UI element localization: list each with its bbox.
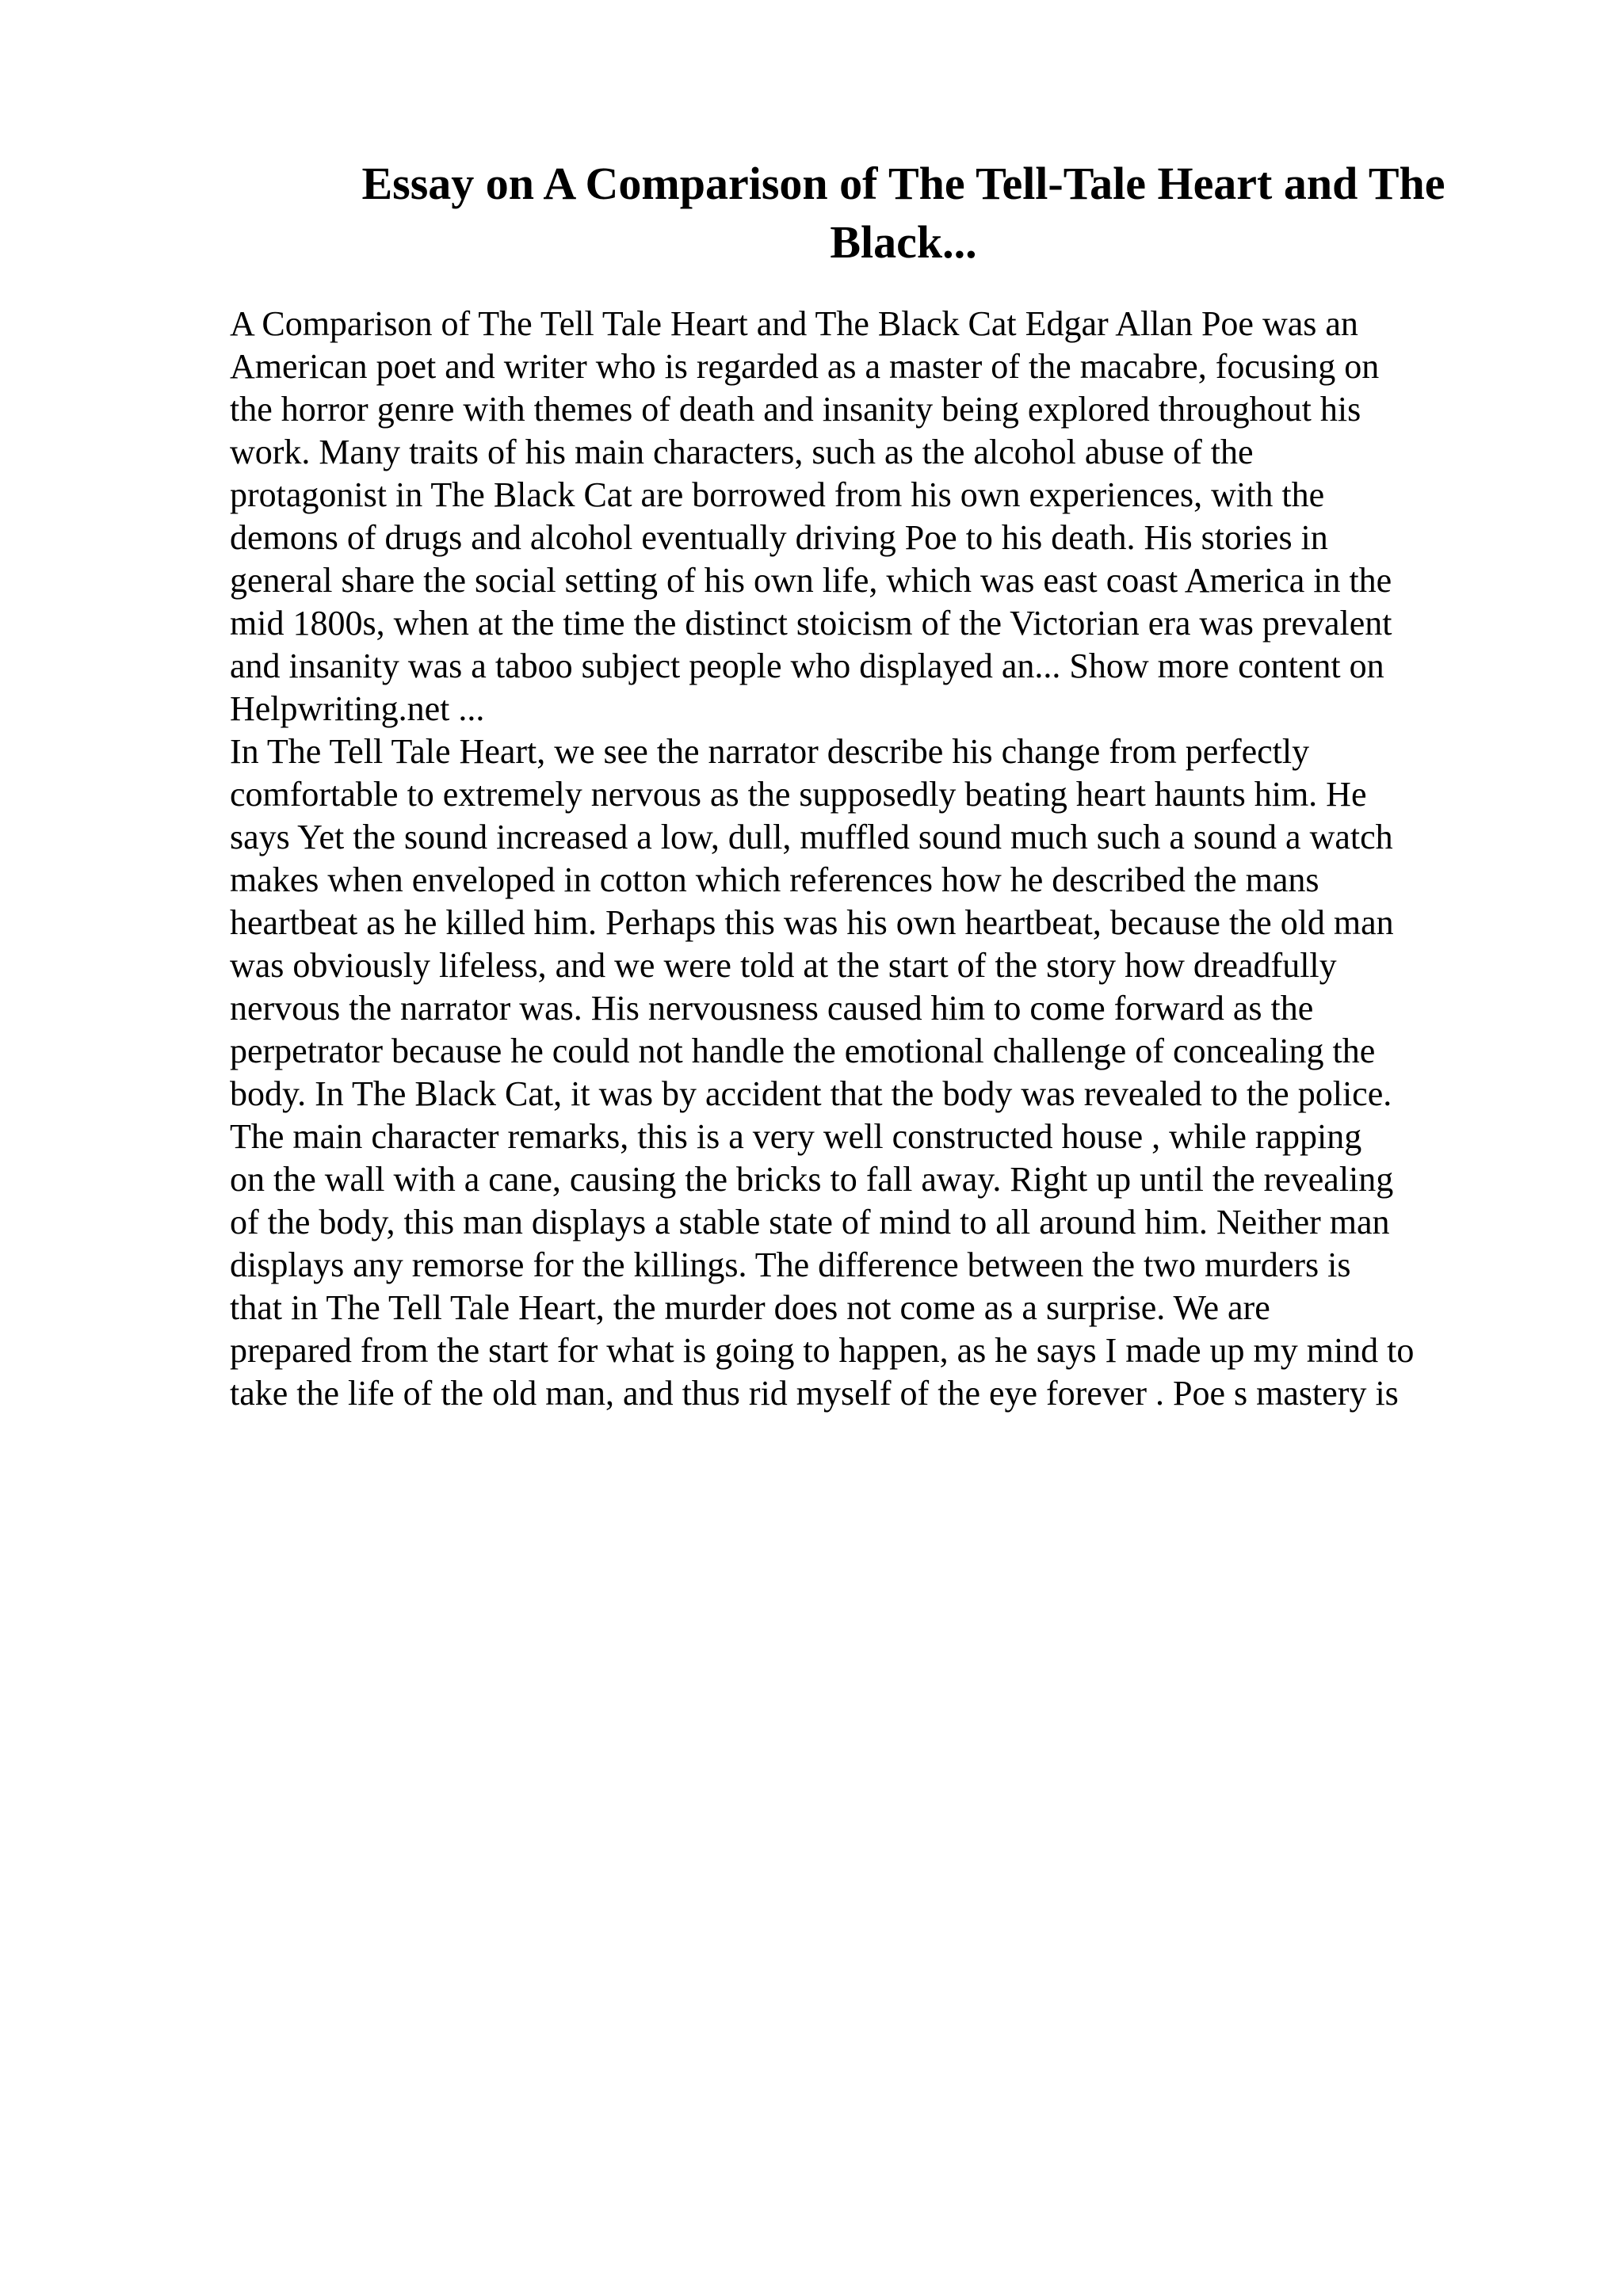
body-line: displays any remorse for the killings. The difference between the two murders is [230,1245,1351,1284]
body-line: In The Tell Tale Heart, we see the narrator describe his change from perfectly [230,732,1310,771]
body-line: Helpwriting.net ... [230,689,485,728]
body-line: that in The Tell Tale Heart, the murder does not come as a surprise. We are [230,1288,1270,1327]
title-block [230,154,1577,272]
body-line: mid 1800s, when at the time the distinct stoicism of the Victorian era was prevalent [230,604,1392,643]
body-line: general share the social setting of his own life, which was east coast America in the [230,561,1392,600]
body-line: says Yet the sound increased a low, dull, muffled sound much such a sound a watch [230,818,1393,856]
body-line: the horror genre with themes of death and insanity being explored throughout his [230,390,1361,429]
body-line: and insanity was a taboo subject people who displayed an... Show more content on [230,646,1384,685]
body-line: prepared from the start for what is going to happen, as he says I made up my mind to [230,1331,1415,1370]
title-line: Essay on A Comparison of The Tell-Tale Heart and The [361,158,1445,209]
body-line: work. Many traits of his main characters, such as the alcohol abuse of the [230,433,1254,471]
title-line: Black... [830,216,977,268]
body-line: protagonist in The Black Cat are borrowed from his own experiences, with the [230,475,1325,514]
body-line: body. In The Black Cat, it was by accident that the body was revealed to the police. [230,1074,1392,1113]
body-line: of the body, this man displays a stable state of mind to all around him. Neither man [230,1203,1390,1241]
body-line: makes when enveloped in cotton which references how he described the mans [230,860,1319,899]
body-line: was obviously lifeless, and we were told at the start of the story how dreadfully [230,946,1337,985]
body-line: demons of drugs and alcohol eventually driving Poe to his death. His stories in [230,518,1328,557]
body-line: heartbeat as he killed him. Perhaps this was his own heartbeat, because the old man [230,903,1394,942]
body-line: American poet and writer who is regarded as a master of the macabre, focusing on [230,347,1380,386]
body-line: nervous the narrator was. His nervousness caused him to come forward as the [230,989,1314,1028]
body-line: A Comparison of The Tell Tale Heart and The Black Cat Edgar Allan Poe was an [230,304,1358,343]
page-title [230,154,1577,272]
body-line: The main character remarks, this is a very well constructed house , while rapping [230,1117,1362,1156]
body-line: take the life of the old man, and thus rid myself of the eye forever . Poe s mastery is [230,1374,1399,1413]
body-line: on the wall with a cane, causing the bricks to fall away. Right up until the revealing [230,1160,1394,1199]
body-line: perpetrator because he could not handle the emotional challenge of concealing the [230,1032,1376,1070]
essay-body [230,303,1498,1415]
body-line: comfortable to extremely nervous as the supposedly beating heart haunts him. He [230,775,1367,814]
